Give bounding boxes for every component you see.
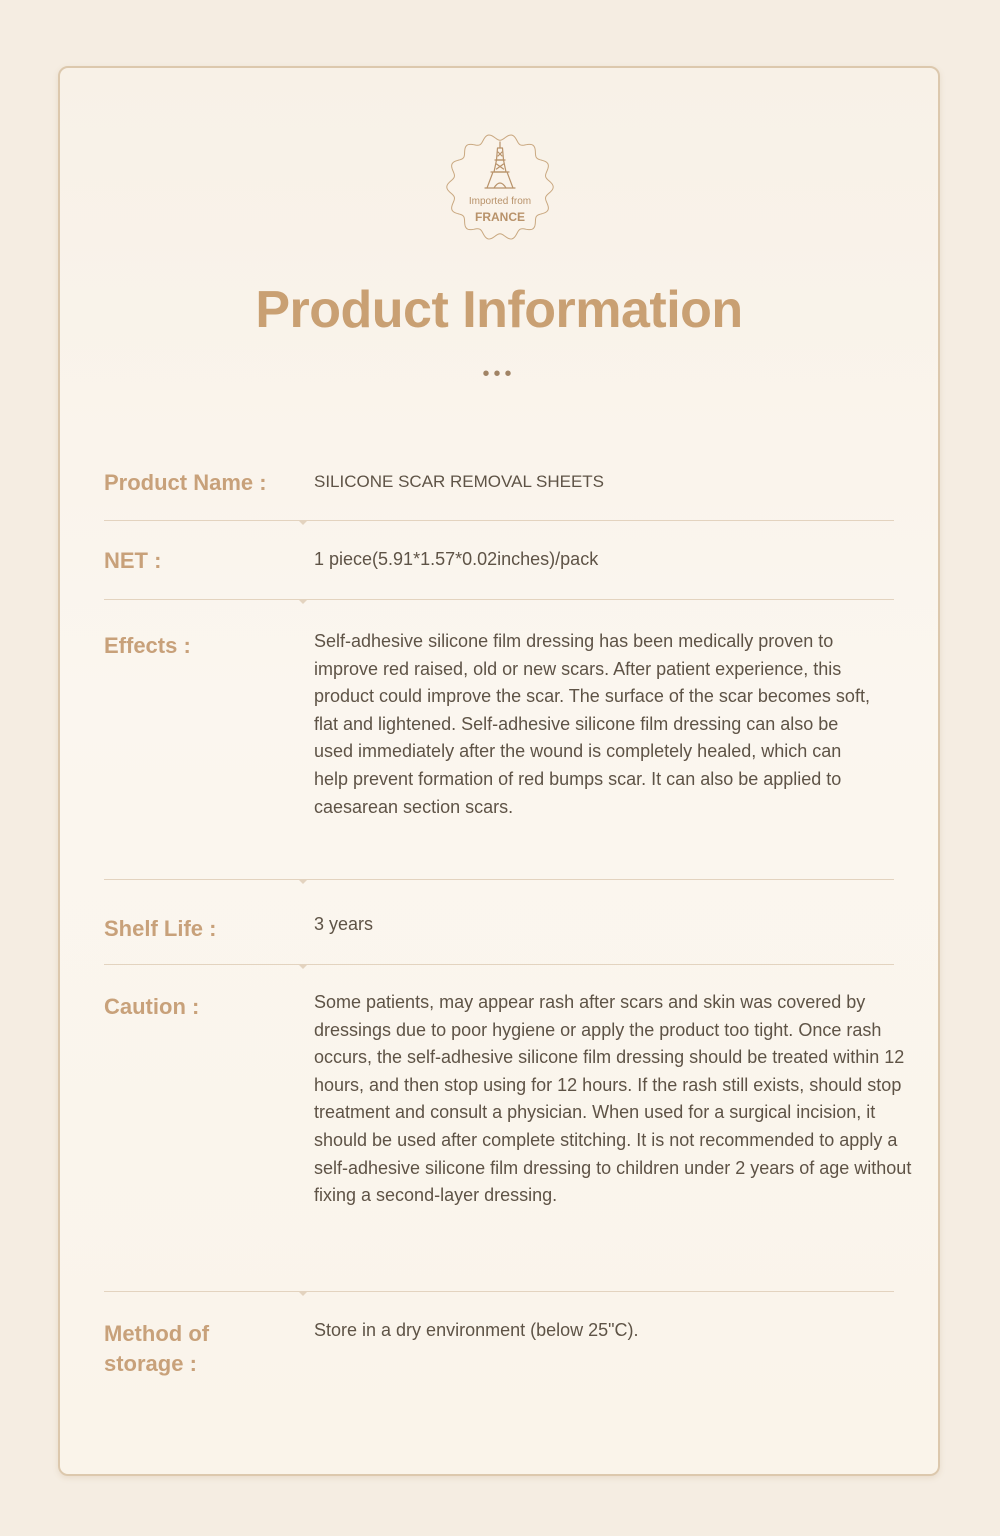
product-info-card [58, 66, 940, 1476]
product-name-value: SILICONE SCAR REMOVAL SHEETS [314, 472, 605, 491]
divider [104, 879, 894, 880]
effects-label: Effects : [104, 633, 191, 658]
storage-method-label: Method of storage : [104, 1321, 210, 1376]
caution-value: Some patients, may appear rash after scars and skin was covered by dressings due to poor hygiene or apply the product too tight. Once rash occurs, the self-adhesive silicone film dressing should be treated within 12 hours, and then stop using for 12 hours. If the rash still exists, should stop treatment and consult a physician. When used for a surgical incision, it should be used after complete stitching. It is not recommended to apply a self-adhesive silicone film dressing to children under 2 years of age without fixing a second-layer dressing. [314, 992, 912, 1206]
badge-imported-from-text: Imported from [468, 196, 532, 207]
divider [104, 1291, 894, 1292]
net-label: NET : [104, 548, 162, 573]
divider [104, 520, 894, 521]
product-name-label: Product Name : [104, 470, 267, 495]
page-title: Product Information [255, 281, 743, 339]
storage-method-value: Store in a dry environment (below 25"C). [314, 1320, 639, 1340]
net-value: 1 piece(5.91*1.57*0.02inches)/pack [314, 549, 599, 569]
divider [104, 964, 894, 965]
divider [104, 599, 894, 600]
badge-scalloped-border [445, 132, 555, 242]
caution-label: Caution : [104, 994, 200, 1019]
badge-country-text: FRANCE [475, 210, 525, 224]
title-dots-decoration: ••• [482, 363, 516, 385]
imported-from-france-badge [445, 132, 555, 242]
shelf-life-value: 3 years [314, 914, 374, 934]
shelf-life-label: Shelf Life : [104, 916, 217, 941]
effects-value: Self-adhesive silicone film dressing has been medically proven to improve red raised, old or new scars. After patient experience, this product could improve the scar. The surface of the scar becomes soft, flat and lightened. Self-adhesive silicone film dressing can also be used immediately after the wound is completely healed, which can help prevent formation of red bumps scar. It can also be applied to caesarean section scars. [314, 631, 870, 817]
